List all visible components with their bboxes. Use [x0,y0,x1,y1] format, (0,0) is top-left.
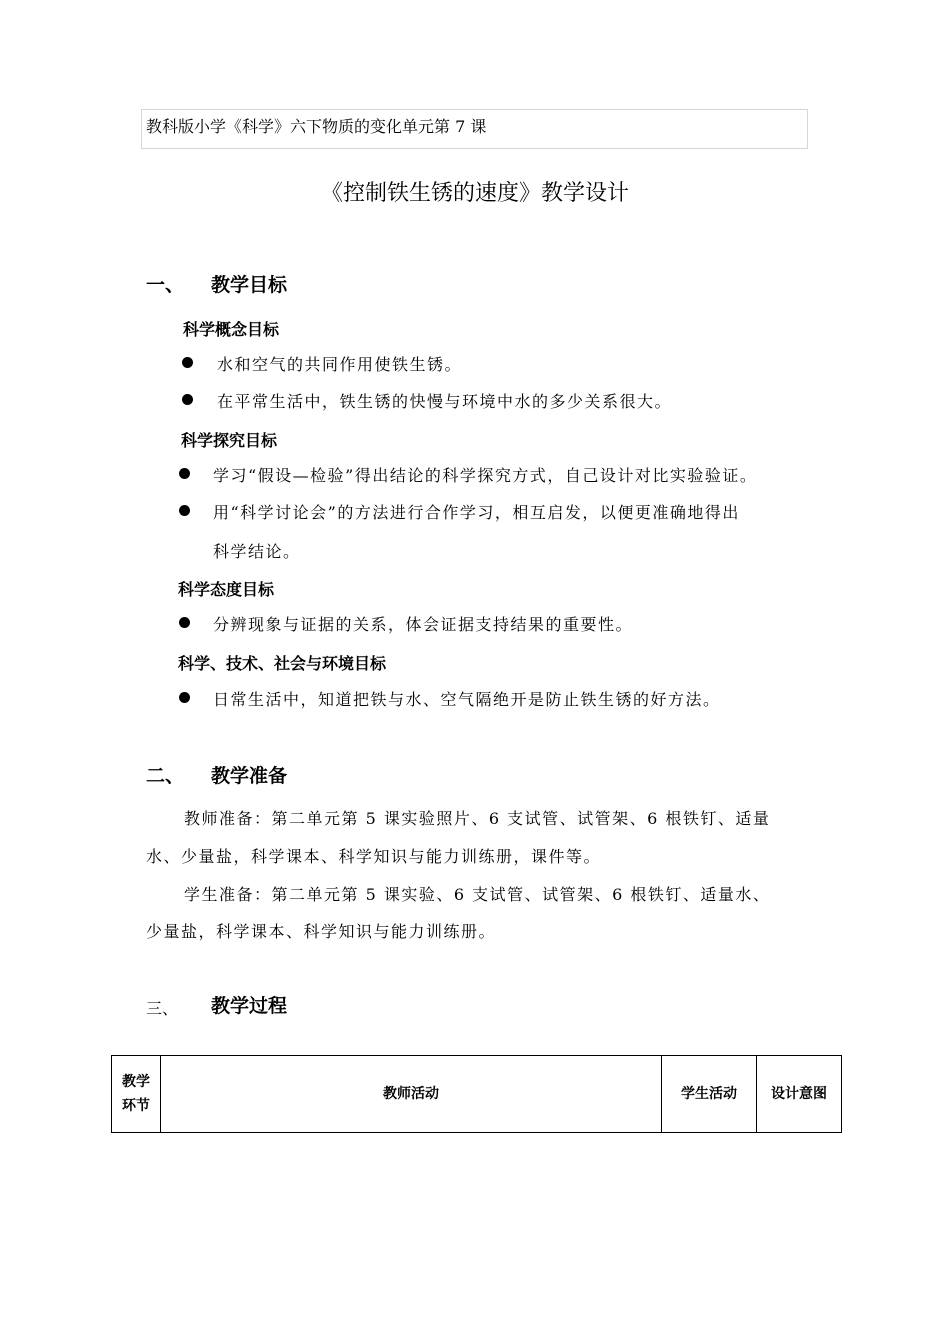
goal-heading-stse: 科学、技术、社会与环境目标 [178,654,387,673]
header-design-intent: 设计意图 [757,1056,842,1133]
header-stage [112,1056,161,1133]
bullet-icon [179,617,190,628]
section1-title: 教学目标 [211,274,288,296]
section3-number: 三、 [146,999,179,1018]
teaching-process-table [111,1055,842,1133]
teacher-prep-line1: 教师准备：第二单元第 5 课实验照片、6 支试管、试管架、6 根铁钉、适量 [184,809,771,828]
bullet-icon [179,468,190,479]
header-stage-line1: 教学 [122,1074,150,1090]
bullet-continuation: 科学结论。 [213,542,301,561]
teacher-prep-line2: 水、少量盐，科学课本、科学知识与能力训练册，课件等。 [146,847,602,866]
header-teacher-activity: 教师活动 [161,1056,662,1133]
bullet-icon [179,505,190,516]
bullet-icon [182,394,193,405]
lesson-header: 教科版小学《科学》六下物质的变化单元第 7 课 [146,117,487,136]
bullet-icon [182,357,193,368]
section2-number: 二、 [146,765,185,787]
header-stage-line2: 环节 [122,1098,150,1114]
section1-number: 一、 [146,274,185,296]
bullet-item: 在平常生活中，铁生锈的快慢与环境中水的多少关系很大。 [217,392,673,411]
bullet-item: 学习“假设—检验”得出结论的科学探究方式，自己设计对比实验验证。 [213,466,758,485]
section3-title: 教学过程 [211,995,288,1017]
table-header-row [112,1056,842,1133]
bullet-icon [179,692,190,703]
goal-heading-attitude: 科学态度目标 [178,580,275,599]
document-title: 《控制铁生锈的速度》教学设计 [320,181,629,206]
section2-title: 教学准备 [211,765,288,787]
student-prep-line1: 学生准备：第二单元第 5 课实验、6 支试管、试管架、6 根铁钉、适量水、 [184,885,771,904]
bullet-item: 用“科学讨论会”的方法进行合作学习，相互启发，以便更准确地得出 [213,503,740,522]
bullet-item: 分辨现象与证据的关系，体会证据支持结果的重要性。 [213,615,634,634]
goal-heading-inquiry: 科学探究目标 [181,431,278,450]
header-student-activity: 学生活动 [662,1056,757,1133]
bullet-item: 水和空气的共同作用使铁生锈。 [217,355,463,374]
goal-heading-concept: 科学概念目标 [183,320,280,339]
bullet-item: 日常生活中，知道把铁与水、空气隔绝开是防止铁生锈的好方法。 [213,690,721,709]
student-prep-line2: 少量盐，科学课本、科学知识与能力训练册。 [146,922,497,941]
